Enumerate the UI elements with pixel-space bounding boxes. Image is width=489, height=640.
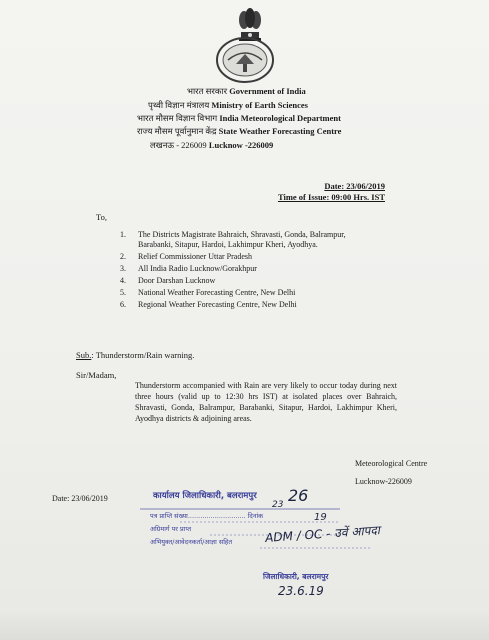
stamp-line-receipt: पत्र प्राप्ति संख्या............................ दिनांक bbox=[150, 512, 264, 520]
signature-line-2: Lucknow-226009 bbox=[355, 477, 412, 486]
handwritten-month: 19 bbox=[314, 512, 327, 523]
stamp-title: कार्यालय जिलाधिकारी, बलरामपुर bbox=[153, 491, 257, 501]
imd-logo-icon bbox=[214, 36, 276, 84]
handwritten-forward-note: ADM / OC - उवें आपदा bbox=[264, 523, 381, 545]
footer-date: Date: 23/06/2019 bbox=[52, 494, 108, 503]
header-line-ministry: पृथ्वी विज्ञान मंत्रालय Ministry of Earth Sciences bbox=[148, 100, 308, 110]
stamp-line-forward: अग्रिमार्ग पर प्राप्त bbox=[150, 525, 192, 533]
header-line-city: लखनऊ - 226009 Lucknow -226009 bbox=[150, 140, 274, 150]
handwritten-day: 23 bbox=[272, 500, 284, 510]
scan-shadow bbox=[0, 610, 489, 640]
list-item: 5. National Weather Forecasting Centre, New Delhi bbox=[120, 288, 296, 297]
recipient-list bbox=[120, 230, 360, 312]
salutation: Sir/Madam, bbox=[76, 370, 117, 380]
subject-label: Sub. bbox=[76, 350, 92, 360]
list-item: 3. All India Radio Lucknow/Gorakhpur bbox=[120, 264, 257, 273]
subject-text: : Thunderstorm/Rain warning. bbox=[91, 350, 195, 360]
subject-line bbox=[76, 350, 194, 360]
stamp-line-applicant: अभियुक्त/आवेदनकर्ता/आज्ञा सहित bbox=[150, 538, 233, 546]
bottom-stamp-title: जिलाधिकारी, बलरामपुर bbox=[263, 572, 329, 581]
list-item: 4. Door Darshan Lucknow bbox=[120, 276, 216, 285]
issue-time: Time of Issue: 09:00 Hrs. IST bbox=[277, 192, 385, 202]
handwritten-receipt-number: 26 bbox=[288, 486, 309, 505]
handwritten-bottom-date: 23.6.19 bbox=[278, 584, 324, 598]
warning-body: Thunderstorm accompanied with Rain are very likely to occur today during next three hours (valid up to 12:30 hrs IST) at isolated places over Bahraich, Shravasti, Gonda, Balrampur, Barabanki, Sitapur, Hardoi, Lakhimpur Kheri, Ayodhya districts & adjoining areas. bbox=[135, 381, 397, 423]
header-line-centre: राज्य मौसम पूर्वानुमान केंद्र State Weather Forecasting Centre bbox=[137, 126, 342, 136]
header-line-government: भारत सरकार Government of India bbox=[187, 86, 306, 96]
list-item: 1. The Districts Magistrate Bahraich, Shravasti, Gonda, Balrampur, Barabanki, Sitapur, Hardoi, Lakhimpur Kheri, Ayodhya. bbox=[120, 230, 346, 249]
issue-date: Date: 23/06/2019 bbox=[324, 181, 385, 191]
list-item: 2. Relief Commissioner Uttar Pradesh bbox=[120, 252, 252, 261]
to-label: To, bbox=[96, 212, 107, 222]
signature-line-1: Meteorological Centre bbox=[355, 459, 428, 468]
list-item: 6. Regional Weather Forecasting Centre, New Delhi bbox=[120, 300, 297, 309]
header-line-department: भारत मौसम विज्ञान विभाग India Meteorological Department bbox=[137, 113, 341, 123]
